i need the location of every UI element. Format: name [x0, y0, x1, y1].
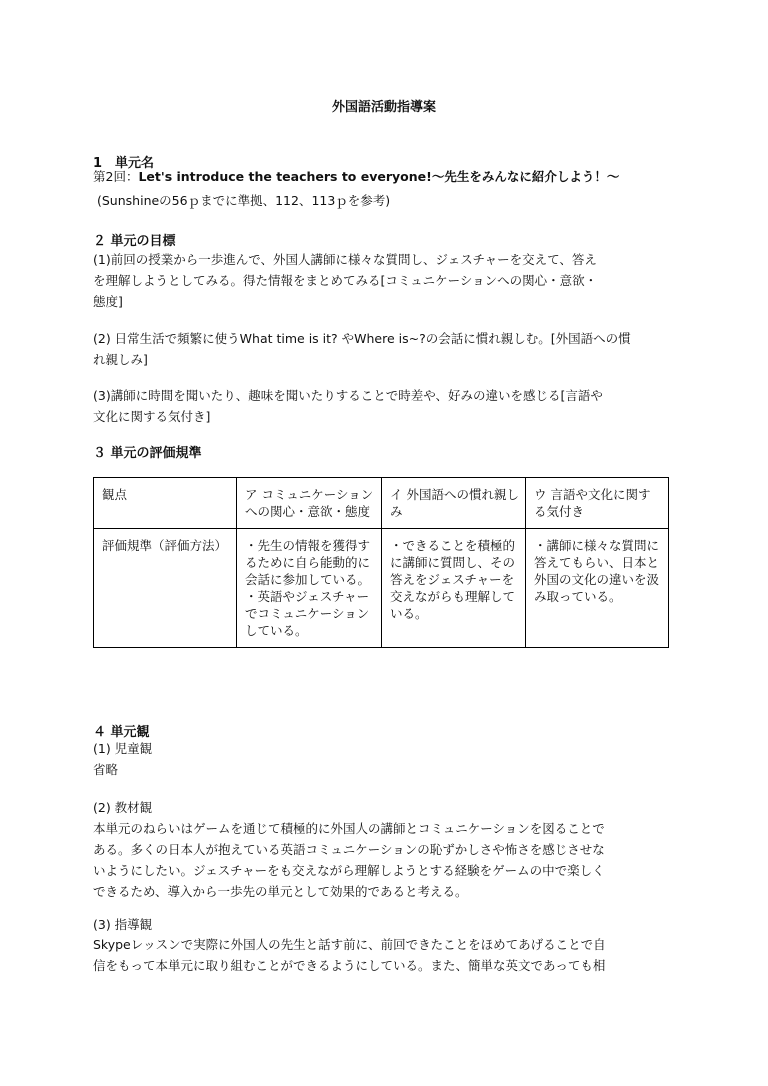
goal-1-line-1: (1)前回の授業から一歩進んで、外国人講師に様々な質問し、ジェスチャーを交えて、答え [93, 252, 597, 267]
goal-3-line-2: 文化に関する気付き] [93, 409, 211, 424]
section-4-heading: ４ 単元観 [93, 725, 150, 740]
section-3-heading: ３ 単元の評価規準 [93, 446, 202, 461]
teaching-view-line-1: Skypeレッスンで実際に外国人の先生と話す前に、前回できたことをほめてあげることで自 [93, 937, 606, 952]
table-row [94, 529, 669, 648]
material-view-line-3: いようにしたい。ジェスチャーをも交えながら理解しようとする経験をゲームの中で楽しく [93, 863, 605, 878]
goal-2-line-1: (2) 日常生活で頻繁に使うWhat time is it? やWhere is~?の会話に慣れ親しむ。[外国語への慣 [93, 331, 631, 346]
section-1-line-1 [93, 166, 619, 187]
section-1-heading: 1 単元名 [93, 156, 155, 171]
table-cell: ウ 言語や文化に関する気付き [526, 478, 669, 529]
children-view-text: 省略 [93, 762, 119, 777]
goal-2-line-2: れ親しみ] [93, 352, 148, 367]
document-title: 外国語活動指導案 [331, 100, 436, 115]
table-header-row [94, 478, 669, 529]
table-cell: ア コミュニケーションへの関心・意欲・態度 [237, 478, 382, 529]
subsection-material-view: (2) 教材観 [93, 800, 153, 815]
table-cell: イ 外国語への慣れ親しみ [382, 478, 526, 529]
table-cell: ・できることを積極的に講師に質問し、その答えをジェスチャーを交えながらも理解している。 [382, 529, 526, 648]
criteria-a-item-2: ・英語やジェスチャーでコミュニケーションしている。 [245, 589, 370, 638]
goal-1-line-2: を理解しようとしてみる。得た情報をまとめてみる[コミュニケーションへの関心・意欲・ [93, 273, 598, 288]
material-view-line-4: できるため、導入から一歩先の単元として効果的であると考える。 [93, 884, 468, 899]
evaluation-table [93, 477, 669, 648]
table-cell [237, 529, 382, 648]
goal-1-line-3: 態度] [93, 294, 123, 309]
table-cell: 評価規準（評価方法） [94, 529, 237, 648]
section-2-heading: ２ 単元の目標 [93, 234, 176, 249]
teaching-view-line-2: 信をもって本単元に取り組むことができるようにしている。また、簡単な英文であっても相 [93, 958, 606, 973]
goal-3-line-1: (3)講師に時間を聞いたり、趣味を聞いたりすることで時差や、好みの違いを感じる[言語や [93, 388, 603, 403]
subsection-teaching-view: (3) 指導観 [93, 917, 153, 932]
material-view-line-1: 本単元のねらいはゲームを通じて積極的に外国人の講師とコミュニケーションを図ることで [93, 821, 605, 836]
subsection-children-view: (1) 児童観 [93, 741, 153, 756]
lesson-number: 第2回： [93, 169, 139, 184]
table-cell: 観点 [94, 478, 237, 529]
table-cell: ・講師に様々な質問に答えてもらい、日本と外国の文化の違いを汲み取っている。 [526, 529, 669, 648]
material-view-line-2: ある。多くの日本人が抱えている英語コミュニケーションの恥ずかしさや怖さを感じさせな [93, 842, 605, 857]
textbook-reference: (Sunshineの56ｐまでに準拠、112、113ｐを参考) [97, 193, 391, 208]
criteria-a-item-1: ・先生の情報を獲得するために自ら能動的に会話に参加している。 [245, 538, 371, 587]
unit-name: Let's introduce the teachers to everyone!〜先生をみんなに紹介しよう！〜 [138, 169, 620, 184]
